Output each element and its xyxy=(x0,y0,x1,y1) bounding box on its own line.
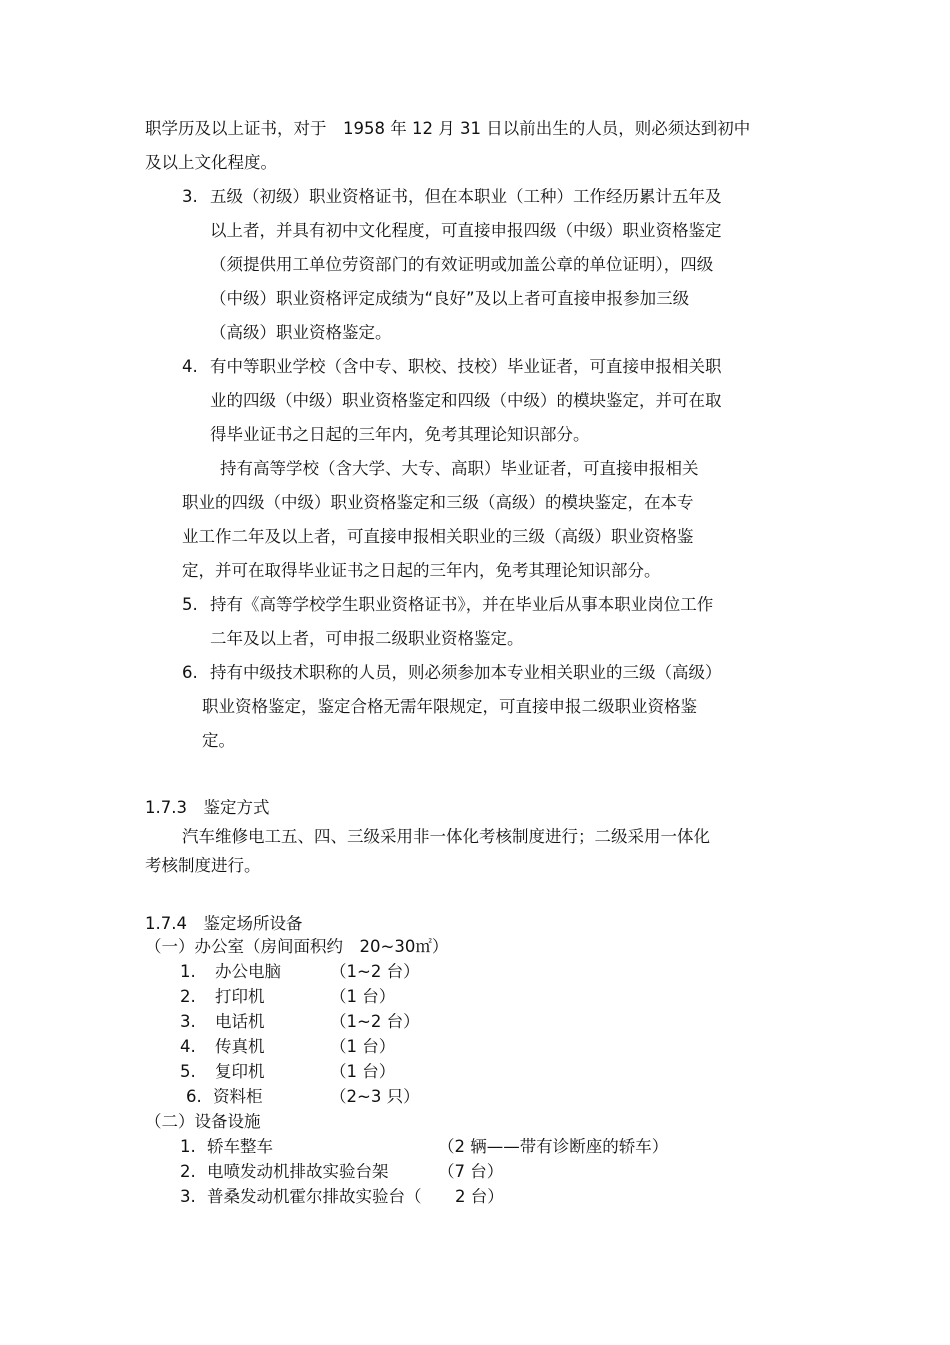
equip-item-qty: （2 辆——带有诊断座的轿车） xyxy=(438,1137,669,1156)
office-item-num: 6. xyxy=(186,1087,202,1106)
equipment-heading: （二）设备设施 xyxy=(145,1112,261,1131)
s173-line-2: 考核制度进行。 xyxy=(145,856,261,875)
office-item-name: 传真机 xyxy=(215,1037,265,1056)
office-item-qty: （1 台） xyxy=(330,1037,396,1056)
item3-line-2: 以上者，并具有初中文化程度，可直接申报四级（中级）职业资格鉴定 xyxy=(210,221,722,240)
equip-item-qty: 2 台） xyxy=(455,1187,504,1206)
office-item-num: 3. xyxy=(180,1012,196,1031)
item4-para2-line-2: 职业的四级（中级）职业资格鉴定和三级（高级）的模块鉴定，在本专 xyxy=(182,493,694,512)
office-item-qty: （1 台） xyxy=(330,1062,396,1081)
item6-line-2: 职业资格鉴定，鉴定合格无需年限规定，可直接申报二级职业资格鉴 xyxy=(202,697,697,716)
intro-line-1: 职学历及以上证书，对于 1958 年 12 月 31 日以前出生的人员，则必须达到初中 xyxy=(145,119,751,138)
item4-line-2: 业的四级（中级）职业资格鉴定和四级（中级）的模块鉴定，并可在取 xyxy=(210,391,722,410)
item3-line-3: （须提供用工单位劳资部门的有效证明或加盖公章的单位证明），四级 xyxy=(210,255,714,274)
office-heading: （一）办公室（房间面积约 20~30㎡） xyxy=(145,937,449,956)
office-item-qty: （1 台） xyxy=(330,987,396,1006)
item3-line-5: （高级）职业资格鉴定。 xyxy=(210,323,392,342)
item4-line-3: 得毕业证书之日起的三年内，免考其理论知识部分。 xyxy=(210,425,590,444)
equip-item-num: 2. xyxy=(180,1162,196,1181)
list-number-5: 5. xyxy=(182,595,198,614)
equip-item-num: 3. xyxy=(180,1187,196,1206)
item4-para2-line-1: 持有高等学校（含大学、大专、高职）毕业证者，可直接申报相关 xyxy=(220,459,699,478)
office-item-num: 5. xyxy=(180,1062,196,1081)
item5-line-2: 二年及以上者，可申报二级职业资格鉴定。 xyxy=(210,629,524,648)
item3-line-4: （中级）职业资格评定成绩为“良好”及以上者可直接申报参加三级 xyxy=(210,289,690,308)
office-item-name: 电话机 xyxy=(215,1012,265,1031)
office-item-qty: （1~2 台） xyxy=(330,962,420,981)
office-item-qty: （1~2 台） xyxy=(330,1012,420,1031)
list-number-3: 3. xyxy=(182,187,198,206)
office-item-name: 复印机 xyxy=(215,1062,265,1081)
item4-line-1: 有中等职业学校（含中专、职校、技校）毕业证者，可直接申报相关职 xyxy=(210,357,722,376)
office-item-num: 2. xyxy=(180,987,196,1006)
item4-para2-line-3: 业工作二年及以上者，可直接申报相关职业的三级（高级）职业资格鉴 xyxy=(182,527,694,546)
equip-item-name: 普桑发动机霍尔排故实验台（ xyxy=(207,1187,422,1206)
item6-line-1: 持有中级技术职称的人员，则必须参加本专业相关职业的三级（高级） xyxy=(210,663,722,682)
intro-line-2: 及以上文化程度。 xyxy=(145,153,277,172)
office-item-qty: （2~3 只） xyxy=(330,1087,420,1106)
equip-item-qty: （7 台） xyxy=(438,1162,504,1181)
office-item-name: 办公电脑 xyxy=(215,962,281,981)
office-item-name: 打印机 xyxy=(215,987,265,1006)
item6-line-3: 定。 xyxy=(202,731,235,750)
list-number-4: 4. xyxy=(182,357,198,376)
section-heading-1-7-3: 1.7.3 鉴定方式 xyxy=(145,798,270,817)
item5-line-1: 持有《高等学校学生职业资格证书》，并在毕业后从事本职业岗位工作 xyxy=(210,595,714,614)
s173-line-1: 汽车维修电工五、四、三级采用非一体化考核制度进行；二级采用一体化 xyxy=(182,827,710,846)
office-item-num: 1. xyxy=(180,962,196,981)
office-item-num: 4. xyxy=(180,1037,196,1056)
office-item-name: 资料柜 xyxy=(213,1087,263,1106)
section-heading-1-7-4: 1.7.4 鉴定场所设备 xyxy=(145,914,303,933)
equip-item-name: 轿车整车 xyxy=(207,1137,273,1156)
item4-para2-line-4: 定，并可在取得毕业证书之日起的三年内，免考其理论知识部分。 xyxy=(182,561,661,580)
equip-item-num: 1. xyxy=(180,1137,196,1156)
equip-item-name: 电喷发动机排故实验台架 xyxy=(207,1162,389,1181)
list-number-6: 6. xyxy=(182,663,198,682)
item3-line-1: 五级（初级）职业资格证书，但在本职业（工种）工作经历累计五年及 xyxy=(210,187,722,206)
